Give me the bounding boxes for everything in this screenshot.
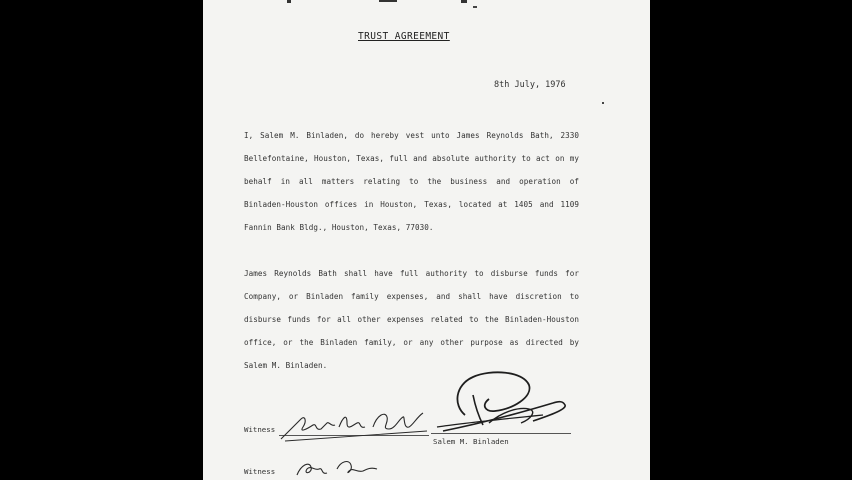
paragraph-disbursement: James Reynolds Bath shall have full authority to disburse funds for Company, or Binladen family expenses, and shall have discretion to disburse funds for all other expenses related to the Binladen-Houston office, or the Binladen family, or any other purpose as directed by Salem M. Binladen.: [244, 269, 579, 370]
document-title: TRUST AGREEMENT: [358, 31, 450, 42]
page-top-marks: [203, 0, 650, 10]
witness-label-2: Witness: [244, 467, 276, 476]
margin-mark: [602, 102, 604, 104]
paragraph-authority: I, Salem M. Binladen, do hereby vest unto James Reynolds Bath, 2330 Bellefontaine, Houston, Texas, full and absolute authority to act on my behalf in all matters relating to the business and operation of Binladen-Houston offices in Houston, Texas, located at 1405 and 1109 Fannin Bank Bldg., Houston, Texas, 77030.: [244, 131, 579, 232]
signer-name: Salem M. Binladen: [433, 437, 509, 446]
signature-block: [203, 365, 650, 480]
document-date: 8th July, 1976: [494, 80, 566, 90]
witness-label-1: Witness: [244, 425, 276, 434]
handwritten-signature-icon: [277, 405, 437, 445]
document-page: [203, 0, 650, 480]
handwritten-signature-icon: [433, 365, 583, 437]
handwritten-signature-icon: [293, 457, 383, 480]
principal-signature-line: [431, 433, 571, 434]
